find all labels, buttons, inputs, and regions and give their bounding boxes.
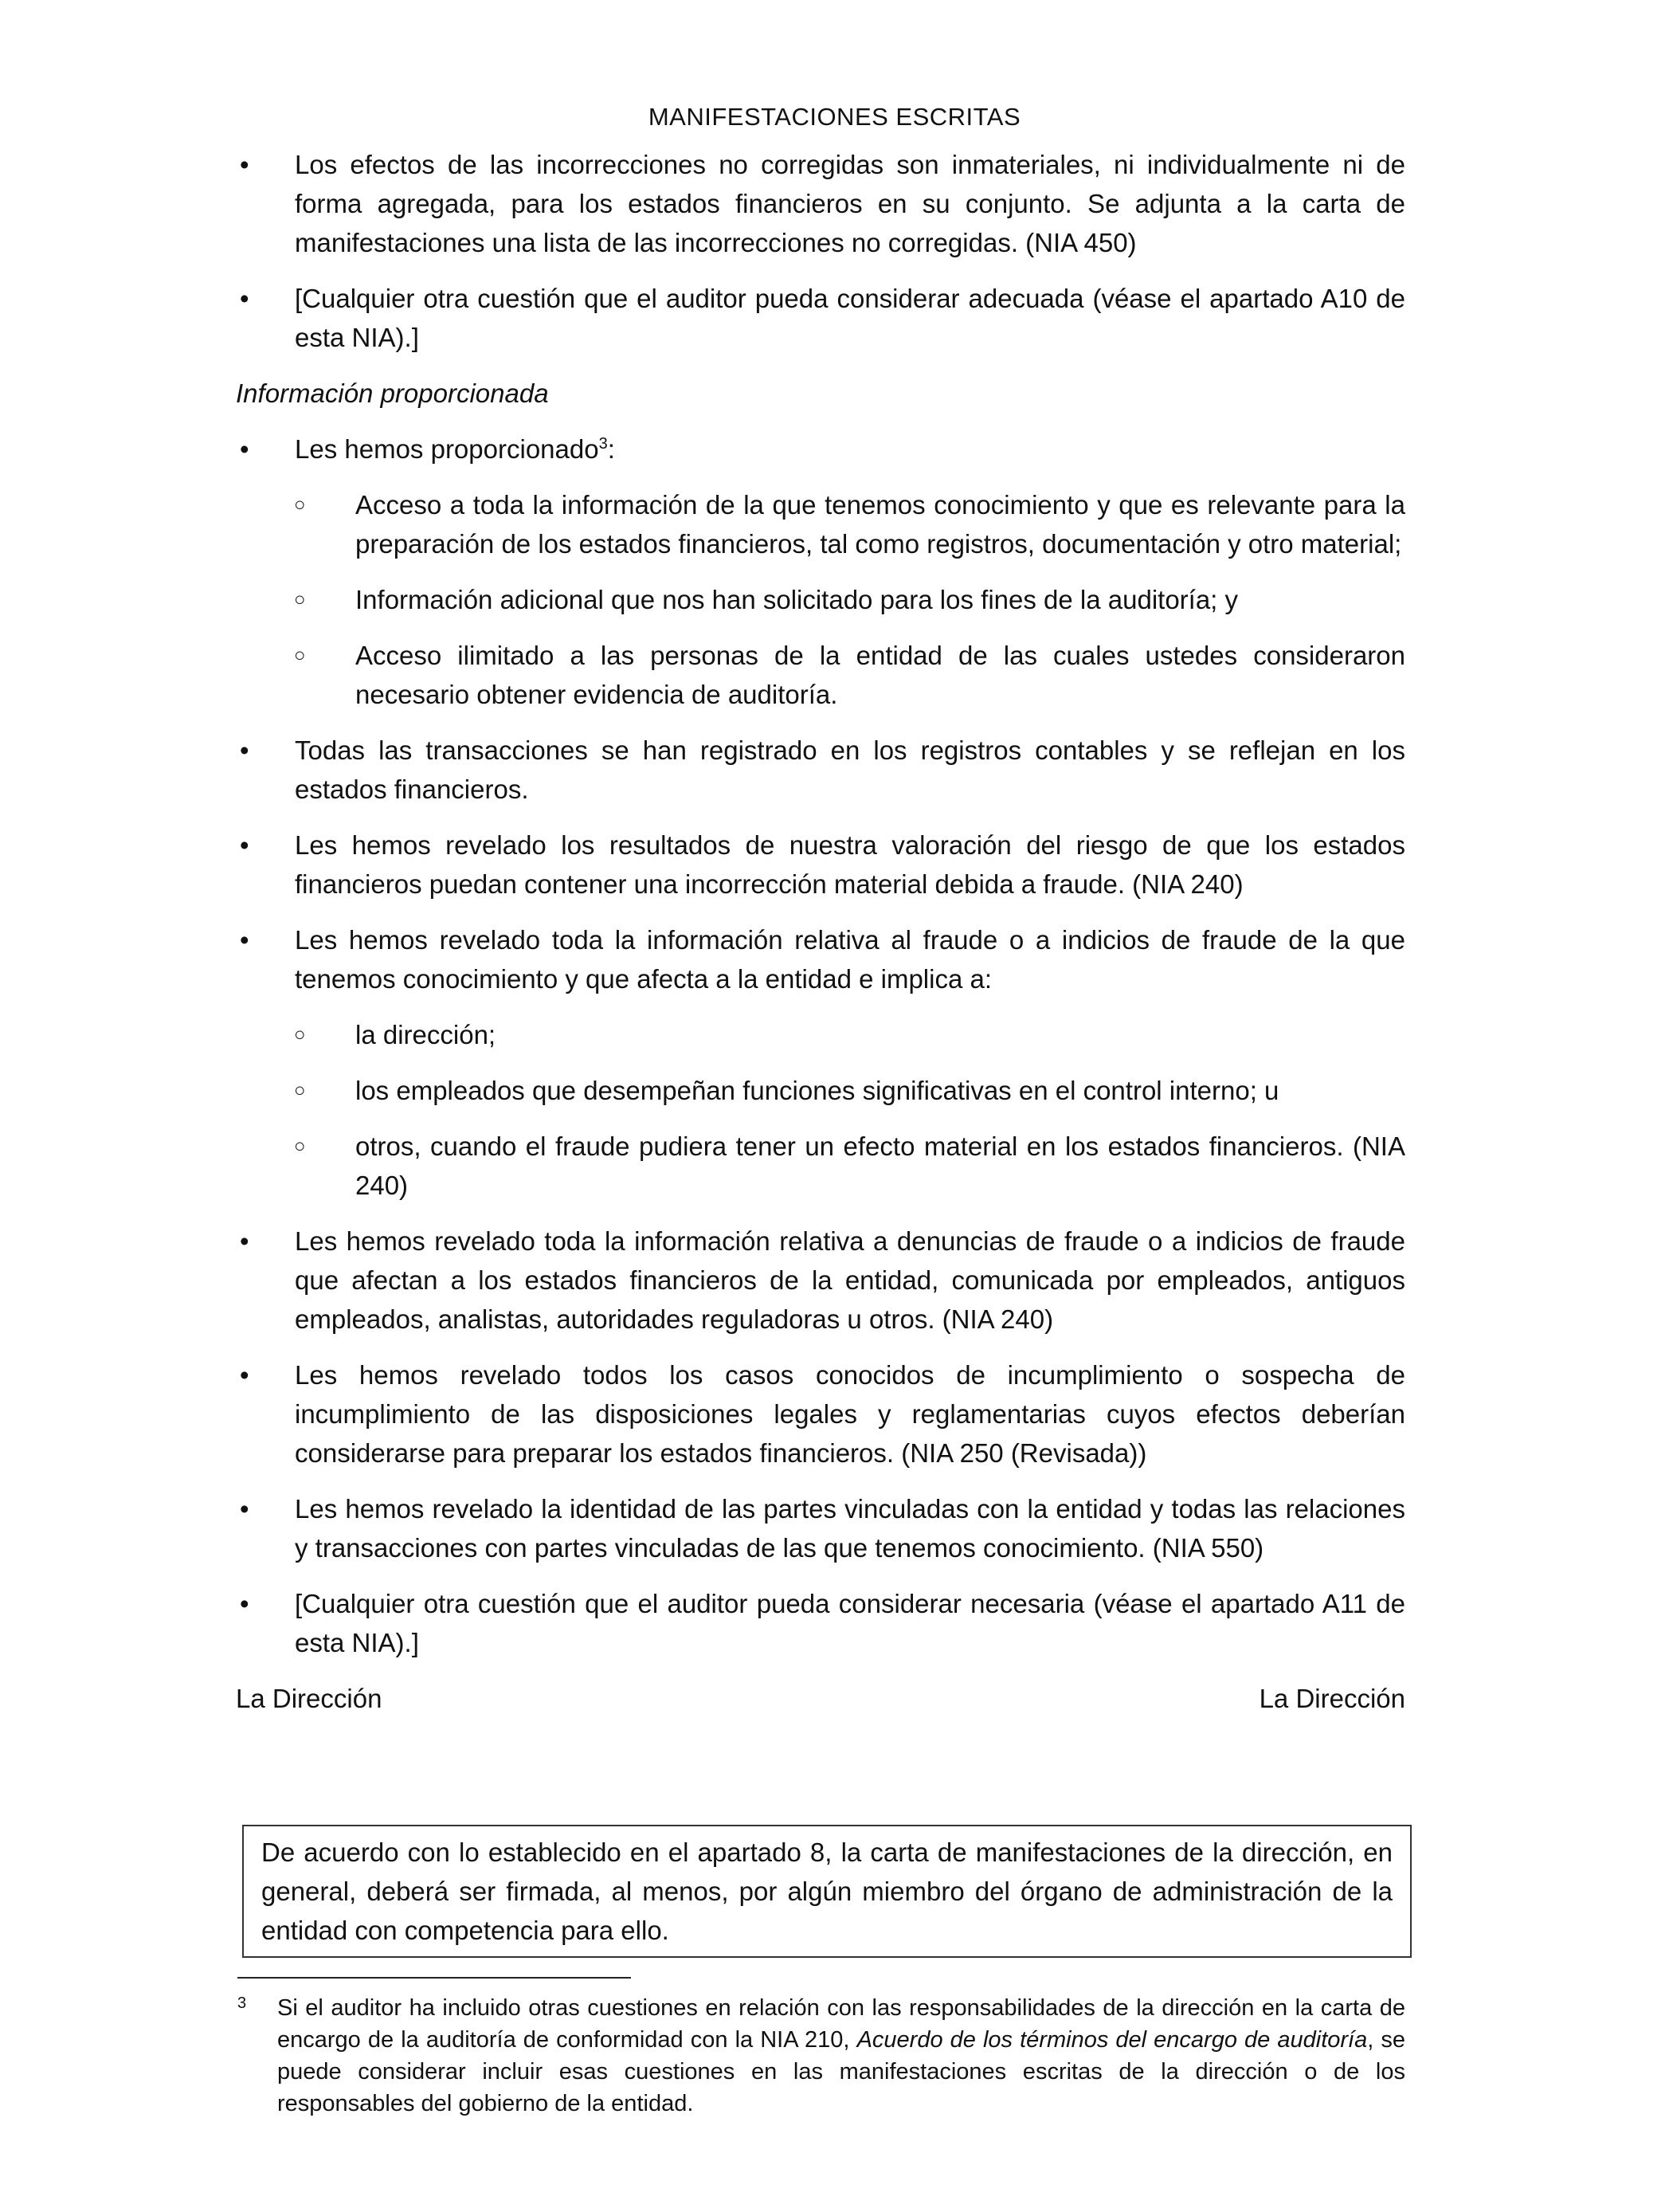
sub-list-item	[236, 1015, 1405, 1054]
circle-bullet-marker: ○	[294, 1080, 306, 1101]
section-heading: Información proporcionada	[236, 378, 549, 408]
list-item	[236, 1489, 1405, 1567]
sub-list-item	[236, 636, 1405, 714]
list-item	[236, 826, 1405, 904]
bullet-marker: •	[240, 1360, 249, 1390]
sub-list-item-text: la dirección;	[355, 1020, 496, 1049]
sub-list-item	[236, 485, 1405, 563]
signature-right: La Dirección	[1259, 1684, 1405, 1713]
list-item-text: Les hemos revelado la identidad de las partes vinculadas con la entidad y todas las relaciones y transacciones con partes vinculadas de las que tenemos conocimiento. (NIA 550)	[295, 1494, 1405, 1563]
footnote-number: 3	[237, 1994, 247, 2012]
bullet-marker: •	[240, 830, 249, 860]
document-body	[236, 145, 1405, 1718]
sub-list-item-text: Información adicional que nos han solicitado para los fines de la auditoría; y	[355, 585, 1239, 614]
bullet-marker: •	[240, 925, 249, 955]
footnote-italic-title: Acuerdo de los términos del encargo de auditoría	[856, 2027, 1368, 2053]
footnote	[237, 1992, 1405, 2120]
note-box: De acuerdo con lo establecido en el apartado 8, la carta de manifestaciones de la dirección, en general, deberá ser firmada, al menos, por algún miembro del órgano de administración de la entidad con competencia para ello.	[242, 1825, 1412, 1958]
sub-list-item	[236, 580, 1405, 619]
list-item	[236, 279, 1405, 357]
footnote-reference[interactable]: 3	[598, 435, 608, 453]
list-item-text: Les hemos revelado toda la información relativa al fraude o a indicios de fraude de la que tenemos conocimiento y que afecta a la entidad e implica a:	[295, 925, 1405, 994]
sub-list-item-text: Acceso a toda la información de la que tenemos conocimiento y que es relevante para la preparación de los estados financieros, tal como registros, documentación y otro material;	[355, 490, 1405, 559]
list-item	[236, 920, 1405, 998]
list-item-text: [Cualquier otra cuestión que el auditor pueda considerar adecuada (véase el apartado A10 de esta NIA).]	[295, 284, 1405, 352]
bullet-marker: •	[240, 284, 249, 313]
list-item	[236, 1222, 1405, 1339]
list-item	[236, 1584, 1405, 1662]
list-item-text: Todas las transacciones se han registrado en los registros contables y se reflejan en los estados financieros.	[295, 735, 1405, 804]
circle-bullet-marker: ○	[294, 1135, 306, 1157]
bullet-marker: •	[240, 1494, 249, 1524]
sub-list-item-text: otros, cuando el fraude pudiera tener un efecto material en los estados financieros. (NIA 240)	[355, 1131, 1405, 1200]
signature-row	[236, 1679, 1405, 1718]
signature-left: La Dirección	[236, 1684, 382, 1713]
circle-bullet-marker: ○	[294, 589, 306, 610]
list-item-text: Les hemos revelado toda la información relativa a denuncias de fraude o a indicios de fraude que afectan a los estados financieros de la entidad, comunicada por empleados, antiguos empleados, analistas, autoridades reguladoras u otros. (NIA 240)	[295, 1226, 1405, 1334]
footnote-text-end: , se puede considerar incluir esas cuestiones en las manifestaciones escritas de la dirección o de los responsables del gobierno de la entidad.	[277, 2027, 1405, 2116]
circle-bullet-marker: ○	[294, 494, 306, 516]
list-item	[236, 145, 1405, 262]
circle-bullet-marker: ○	[294, 1024, 306, 1045]
list-item-text: Les hemos revelado los resultados de nuestra valoración del riesgo de que los estados financieros puedan contener una incorrección material debida a fraude. (NIA 240)	[295, 830, 1405, 899]
bullet-marker: •	[240, 735, 249, 765]
bullet-marker: •	[240, 434, 249, 464]
sub-list-item-text: los empleados que desempeñan funciones significativas en el control interno; u	[355, 1076, 1279, 1105]
bullet-marker: •	[240, 150, 249, 179]
footnote-separator	[237, 1977, 631, 1979]
bullet-marker: •	[240, 1589, 249, 1618]
list-item	[236, 1355, 1405, 1473]
sub-list-item-text: Acceso ilimitado a las personas de la entidad de las cuales ustedes consideraron necesario obtener evidencia de auditoría.	[355, 641, 1405, 709]
page-title: MANIFESTACIONES ESCRITAS	[648, 103, 1021, 131]
footnote-text: Si el auditor ha incluido otras cuestiones en relación con las responsabilidades de la dirección en la carta de encargo de la auditoría de conformidad con la NIA 210,	[277, 1995, 1405, 2053]
list-item	[236, 731, 1405, 809]
list-item	[236, 429, 1405, 469]
sub-list-item	[236, 1071, 1405, 1110]
sub-list-item	[236, 1127, 1405, 1205]
list-item-text: [Cualquier otra cuestión que el auditor pueda considerar necesaria (véase el apartado A11 de esta NIA).]	[295, 1589, 1405, 1657]
list-item-text: Les hemos revelado todos los casos conocidos de incumplimiento o sospecha de incumplimiento de las disposiciones legales y reglamentarias cuyos efectos deberían considerarse para preparar los estados financieros. (NIA 250 (Revisada))	[295, 1360, 1405, 1468]
list-item-colon: :	[607, 434, 615, 464]
bullet-marker: •	[240, 1226, 249, 1256]
list-item-text: Les hemos proporcionado	[295, 434, 599, 464]
list-item-text: Los efectos de las incorrecciones no corregidas son inmateriales, ni individualmente ni de forma agregada, para los estados financieros en su conjunto. Se adjunta a la carta de manifestaciones una lista de las incorrecciones no corregidas. (NIA 450)	[295, 150, 1405, 257]
circle-bullet-marker: ○	[294, 645, 306, 666]
